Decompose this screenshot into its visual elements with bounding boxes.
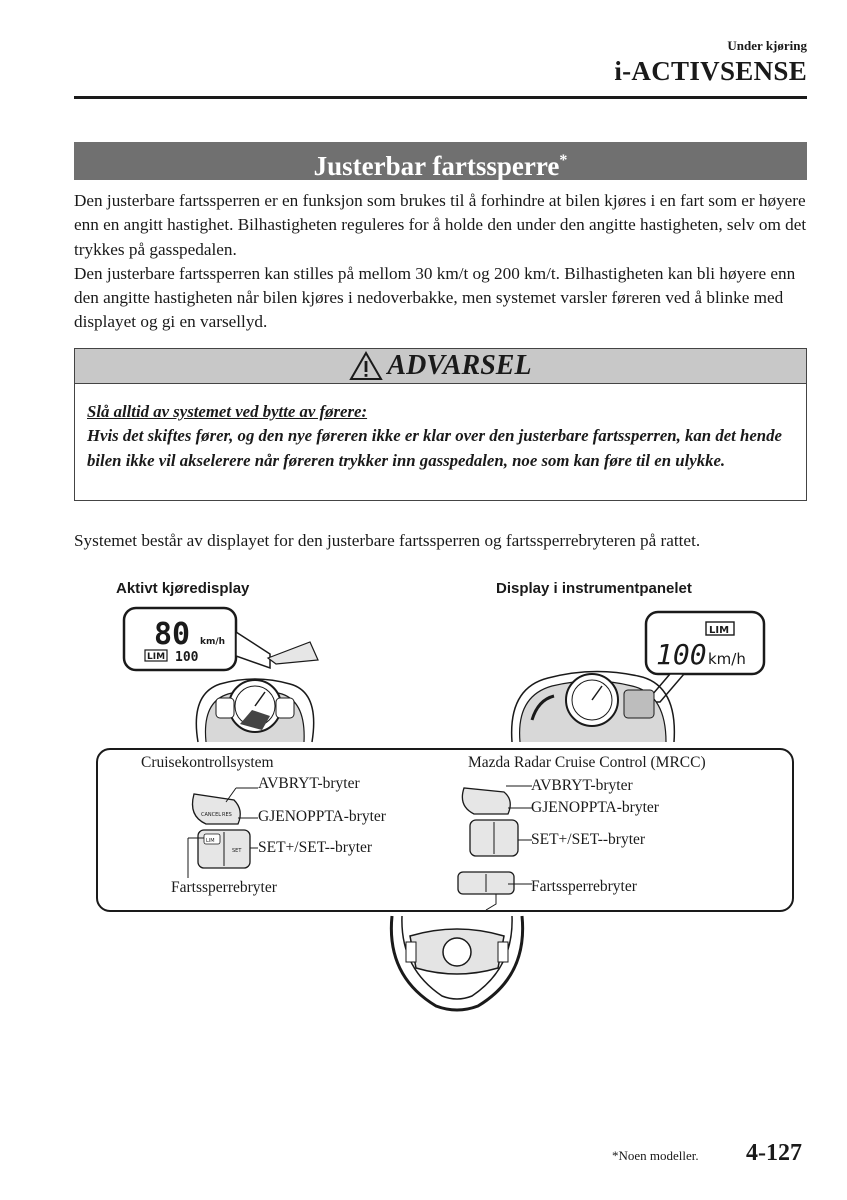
footnote: *Noen modeller. (612, 1148, 699, 1163)
header-divider (74, 96, 807, 99)
warning-text: Hvis det skiftes fører, og den nye føreren ikke er klar over den justerbare fartssperren, kan det hende bilen ikke vil akselerere når føreren trykker inn gasspedalen, noe som kan føre til en ulykke. (87, 426, 782, 470)
warning-triangle-icon (349, 351, 383, 381)
cluster-lim-text: LIM (709, 625, 730, 636)
hud-dashboard-illustration (120, 606, 390, 746)
hud-speed: 80 (154, 617, 191, 652)
cruise-resume-label: GJENOPPTA-bryter (258, 808, 386, 825)
hud-limit-value: 100 (175, 650, 199, 665)
cancel-button-text: CANCEL (201, 812, 222, 818)
section-label: Under kjøring (727, 38, 807, 53)
mrcc-limiter-label: Fartssperrebryter (531, 878, 637, 895)
warning-subtitle: Slå alltid av systemet ved bytte av førere: (87, 402, 368, 421)
system-description: Systemet består av displayet for den justerbare fartssperren og fartssperrebryteren på rattet. (74, 531, 701, 550)
mrcc-heading: Mazda Radar Cruise Control (MRCC) (468, 754, 706, 771)
set-button-text: SET (232, 848, 242, 854)
cruise-limiter-label: Fartssperrebryter (171, 879, 277, 896)
cluster-figure-label: Display i instrumentpanelet (496, 580, 692, 597)
intro-paragraph-1: Den justerbare fartssperren er en funksjon som brukes til å forhindre at bilen kjøres i en fart som er høyere enn en angitt hastighet. Bilhastigheten reguleres for å holde den under den angitte hastigheten, selv om det trykkes på gasspedalen. (74, 191, 807, 259)
mrcc-switch-illustration (456, 780, 532, 910)
section-title: Justerbar fartssperre (313, 151, 560, 181)
mrcc-cancel-label: AVBRYT-bryter (531, 777, 633, 794)
warning-title: ADVARSEL (387, 350, 532, 381)
hud-unit: km/h (200, 637, 226, 647)
cruise-heading: Cruisekontrollsystem (141, 754, 274, 771)
intro-text (74, 189, 810, 335)
mrcc-resume-label: GJENOPPTA-bryter (531, 799, 659, 816)
chapter-title: i-ACTIVSENSE (614, 56, 807, 86)
mrcc-set-label: SET+/SET--bryter (531, 831, 646, 848)
footnote-marker: * (559, 152, 568, 169)
cluster-display-illustration (508, 610, 778, 746)
cancel-res-switch (193, 794, 241, 824)
hud-lim-text: LIM (147, 652, 166, 662)
cruise-cancel-label: AVBRYT-bryter (258, 775, 360, 792)
hud-figure-label: Aktivt kjøredisplay (116, 580, 250, 597)
warning-box (74, 348, 807, 501)
cluster-display-panel (624, 690, 654, 718)
hud-screen (268, 642, 318, 664)
warning-header (75, 349, 806, 384)
cruise-set-label: SET+/SET--bryter (258, 839, 373, 856)
lim-button-text: LIM (206, 838, 215, 844)
section-title-bar (74, 142, 807, 180)
cluster-unit: km/h (708, 650, 746, 668)
page-number: 4-127 (746, 1140, 802, 1166)
mrcc-cancel-res-switch (462, 788, 510, 814)
cluster-speed: 100 (656, 638, 707, 671)
intro-paragraph-2: Den justerbare fartssperren kan stilles på mellom 30 km/t og 200 km/t. Bilhastigheten kan bli høyere enn den angitte hastigheten når bilen kjøres i nedoverbakke, men systemet varsler føreren ved å blinke med displayet og gi en varsellyd. (74, 263, 796, 332)
warning-body (75, 384, 806, 473)
res-button-text: RES (222, 812, 232, 818)
steering-wheel-illustration (386, 906, 528, 1016)
cruise-switch-illustration (180, 780, 262, 890)
